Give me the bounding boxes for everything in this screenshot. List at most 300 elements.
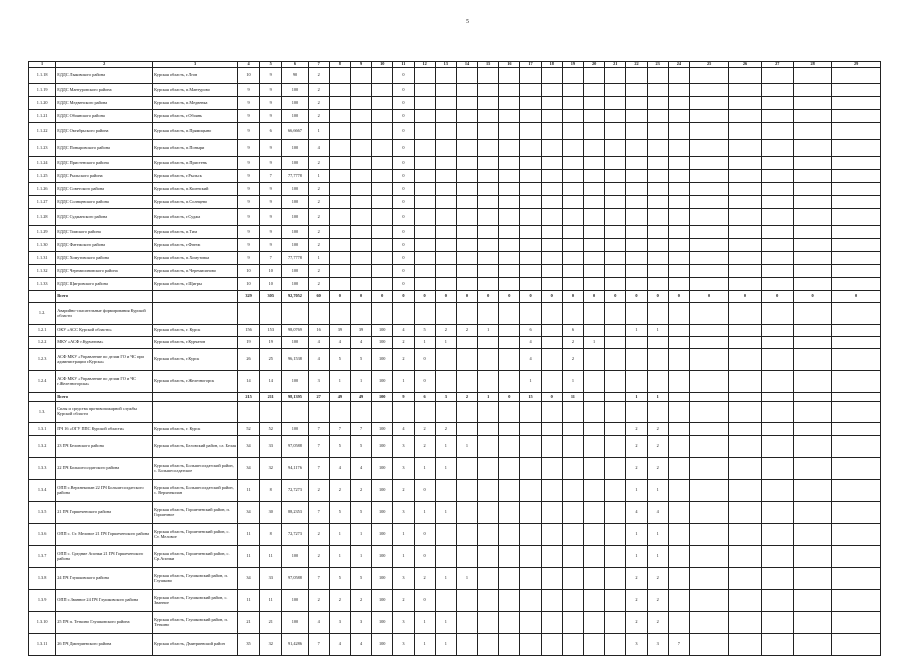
table-cell: 1 [626, 325, 647, 337]
table-cell [372, 226, 393, 239]
table-cell [605, 371, 626, 393]
table-cell [435, 265, 456, 278]
table-cell [499, 502, 520, 524]
table-cell [584, 546, 605, 568]
table-cell [541, 349, 562, 371]
table-cell: 2 [647, 590, 668, 612]
column-number: 11 [393, 62, 414, 68]
table-cell: 1 [520, 371, 541, 393]
table-cell [584, 590, 605, 612]
table-cell [520, 502, 541, 524]
table-cell: 0 [435, 291, 456, 303]
table-cell [668, 502, 689, 524]
table-cell: 35 [237, 634, 259, 656]
table-cell [668, 84, 689, 97]
table-cell [605, 325, 626, 337]
table-cell: 2 [626, 436, 647, 458]
table-cell [414, 110, 435, 123]
table-cell [793, 84, 831, 97]
table-cell [520, 278, 541, 291]
table-cell: 2 [435, 325, 456, 337]
table-cell [626, 183, 647, 196]
row-index: 1.3.2 [29, 436, 56, 458]
table-cell: 0 [393, 68, 414, 84]
table-cell [372, 140, 393, 157]
table-cell [520, 423, 541, 436]
table-cell [832, 524, 881, 546]
table-cell: 10 [237, 265, 259, 278]
table-cell [435, 97, 456, 110]
row-index: 1.3.5 [29, 502, 56, 524]
table-cell [832, 278, 881, 291]
table-cell [541, 110, 562, 123]
table-cell: 2 [393, 590, 414, 612]
table-cell: 15 [520, 393, 541, 402]
table-cell: 2 [393, 480, 414, 502]
table-cell [668, 371, 689, 393]
table-cell [499, 239, 520, 252]
table-cell [647, 402, 668, 423]
table-cell [372, 278, 393, 291]
table-cell [372, 157, 393, 170]
table-cell: 1 [393, 371, 414, 393]
unit-name: ЕДДС Щигровского района [56, 278, 153, 291]
table-cell [499, 458, 520, 480]
table-cell [729, 458, 761, 480]
table-cell: 0 [456, 291, 477, 303]
table-cell [456, 97, 477, 110]
row-index: 1.1.18 [29, 68, 56, 84]
table-cell [562, 226, 583, 239]
table-cell [499, 157, 520, 170]
table-cell [605, 436, 626, 458]
table-cell [689, 239, 728, 252]
table-cell: 100 [372, 436, 393, 458]
table-cell [499, 546, 520, 568]
table-cell [761, 196, 793, 209]
table-cell [689, 84, 728, 97]
table-cell [729, 183, 761, 196]
table-cell [832, 325, 881, 337]
table-cell: 3 [435, 393, 456, 402]
table-cell [584, 110, 605, 123]
table-cell: 30 [260, 502, 282, 524]
table-cell [689, 303, 728, 325]
table-cell: 10 [237, 68, 259, 84]
table-cell [832, 110, 881, 123]
table-cell: 0 [393, 278, 414, 291]
table-cell [729, 423, 761, 436]
table-cell [478, 634, 499, 656]
table-cell: 2 [308, 110, 329, 123]
table-cell [647, 349, 668, 371]
table-cell [562, 123, 583, 140]
unit-address: Курская область, Горшеченский район, с. Ст. Меловое [153, 524, 238, 546]
table-cell: 2 [626, 612, 647, 634]
table-cell: 4 [520, 337, 541, 349]
table-cell [605, 337, 626, 349]
table-cell [520, 634, 541, 656]
table-cell [689, 252, 728, 265]
table-cell [832, 402, 881, 423]
table-cell: 6 [520, 325, 541, 337]
table-cell [605, 196, 626, 209]
table-cell [414, 239, 435, 252]
table-cell: 0 [414, 590, 435, 612]
table-cell: 98,1395 [282, 393, 308, 402]
table-cell [372, 209, 393, 226]
table-cell [520, 524, 541, 546]
table-cell: 4 [626, 502, 647, 524]
table-cell [832, 546, 881, 568]
table-cell: 7 [260, 252, 282, 265]
column-number: 22 [626, 62, 647, 68]
table-cell: 2 [308, 97, 329, 110]
table-cell [626, 239, 647, 252]
table-cell [350, 97, 371, 110]
table-cell: 9 [237, 170, 259, 183]
table-cell: 7 [308, 458, 329, 480]
table-cell [520, 170, 541, 183]
table-cell [372, 252, 393, 265]
table-cell [761, 480, 793, 502]
table-cell: 5 [329, 568, 350, 590]
table-cell [729, 634, 761, 656]
table-cell: 3 [647, 634, 668, 656]
table-cell: 9 [260, 84, 282, 97]
table-cell [668, 252, 689, 265]
table-cell: 100 [372, 423, 393, 436]
table-cell [689, 170, 728, 183]
table-cell: 1 [456, 436, 477, 458]
table-cell [541, 252, 562, 265]
table-cell [793, 402, 831, 423]
table-cell [647, 157, 668, 170]
table-cell [793, 436, 831, 458]
table-row [29, 502, 881, 524]
table-row [29, 568, 881, 590]
table-cell [832, 303, 881, 325]
table-cell: 21 [237, 612, 259, 634]
table-cell [372, 196, 393, 209]
table-cell [541, 458, 562, 480]
table-cell [541, 84, 562, 97]
table-cell [329, 226, 350, 239]
table-cell [689, 183, 728, 196]
unit-address [153, 393, 238, 402]
unit-name: ЕДДС Суджанского района [56, 209, 153, 226]
table-cell [793, 183, 831, 196]
unit-address: Курская область, п.Медвенка [153, 97, 238, 110]
unit-address: Курская область, Глушковский район, с. Званное [153, 590, 238, 612]
table-cell: 3 [393, 436, 414, 458]
unit-address: Курская область, г.Рыльск [153, 170, 238, 183]
table-cell [562, 546, 583, 568]
table-cell: 33 [260, 568, 282, 590]
table-cell [456, 546, 477, 568]
table-cell: 0 [393, 110, 414, 123]
table-cell: 11 [237, 480, 259, 502]
table-cell: 2 [308, 480, 329, 502]
table-cell: 1 [308, 123, 329, 140]
table-cell: 9 [260, 183, 282, 196]
unit-name: 21 ПЧ Горшеченского района [56, 502, 153, 524]
unit-address: Курская область, п.Солнцево [153, 196, 238, 209]
table-cell [832, 502, 881, 524]
table-cell: 2 [350, 480, 371, 502]
table-row [29, 371, 881, 393]
row-index: 1.1.24 [29, 157, 56, 170]
table-cell [729, 140, 761, 157]
table-cell [668, 97, 689, 110]
table-cell [520, 140, 541, 157]
table-cell: 3 [626, 634, 647, 656]
table-cell [520, 157, 541, 170]
unit-name: АСФ МКУ «Управление по делам ГО и ЧС при администрации г.Курска» [56, 349, 153, 371]
unit-address: Курская область, г.Курск [153, 349, 238, 371]
table-cell [478, 458, 499, 480]
table-cell [414, 170, 435, 183]
row-index: 1.3.3 [29, 458, 56, 480]
table-cell: 2 [435, 423, 456, 436]
table-cell: 153 [260, 325, 282, 337]
table-cell [478, 252, 499, 265]
table-cell [793, 502, 831, 524]
table-cell [329, 239, 350, 252]
table-cell [668, 196, 689, 209]
table-cell [499, 612, 520, 634]
table-cell [478, 349, 499, 371]
column-number: 7 [308, 62, 329, 68]
table-cell [499, 68, 520, 84]
table-cell: 97,0588 [282, 436, 308, 458]
table-cell [668, 402, 689, 423]
table-cell [520, 458, 541, 480]
table-cell: 1 [393, 524, 414, 546]
table-cell [584, 140, 605, 157]
table-cell [689, 110, 728, 123]
table-cell [478, 183, 499, 196]
unit-name: ЕДДС Октябрьского района [56, 123, 153, 140]
table-cell [832, 97, 881, 110]
table-cell [478, 480, 499, 502]
table-cell: 9 [260, 140, 282, 157]
table-cell: 1 [414, 634, 435, 656]
table-cell [729, 170, 761, 183]
table-cell: 156 [237, 325, 259, 337]
table-cell [414, 209, 435, 226]
table-cell [729, 265, 761, 278]
table-cell: 0 [414, 371, 435, 393]
table-cell: 11 [562, 393, 583, 402]
table-cell [761, 502, 793, 524]
table-cell [478, 337, 499, 349]
table-cell [499, 209, 520, 226]
table-cell [435, 84, 456, 97]
table-cell [350, 170, 371, 183]
table-cell [456, 252, 477, 265]
unit-name: ЕДДС Рыльского района [56, 170, 153, 183]
table-cell: 2 [414, 568, 435, 590]
table-cell [626, 123, 647, 140]
table-cell [499, 265, 520, 278]
column-number: 21 [605, 62, 626, 68]
table-cell [793, 157, 831, 170]
table-cell: 211 [260, 393, 282, 402]
row-index: 1.1.21 [29, 110, 56, 123]
table-cell [761, 252, 793, 265]
table-cell [689, 209, 728, 226]
table-cell [499, 337, 520, 349]
table-cell [668, 123, 689, 140]
table-cell: 7 [308, 502, 329, 524]
table-cell [729, 252, 761, 265]
table-cell [729, 226, 761, 239]
table-cell: 1 [350, 546, 371, 568]
table-cell [793, 239, 831, 252]
table-cell [520, 252, 541, 265]
table-cell: 0 [584, 291, 605, 303]
unit-name: ОКУ «АСС Курской области» [56, 325, 153, 337]
table-cell [456, 590, 477, 612]
table-cell: 7 [668, 634, 689, 656]
table-cell [541, 97, 562, 110]
table-cell [237, 402, 259, 423]
table-cell: 0 [541, 291, 562, 303]
table-cell: 7 [308, 634, 329, 656]
table-cell: 100 [372, 371, 393, 393]
column-number: 15 [478, 62, 499, 68]
table-cell [541, 209, 562, 226]
table-row [29, 524, 881, 546]
table-cell [435, 170, 456, 183]
table-cell [668, 480, 689, 502]
table-cell: 2 [308, 524, 329, 546]
table-cell: 1 [647, 546, 668, 568]
table-cell: 1 [435, 458, 456, 480]
table-cell: 3 [308, 371, 329, 393]
table-cell [520, 402, 541, 423]
table-cell [562, 590, 583, 612]
table-cell [761, 68, 793, 84]
table-cell: 3 [393, 458, 414, 480]
table-cell: 11 [237, 524, 259, 546]
table-cell: 0 [414, 524, 435, 546]
table-cell [626, 196, 647, 209]
table-cell: 100 [282, 84, 308, 97]
unit-address: Курская область, г.Фатеж [153, 239, 238, 252]
table-cell: 1 [478, 325, 499, 337]
table-cell: 3 [329, 612, 350, 634]
table-cell [520, 226, 541, 239]
table-cell: 100 [282, 183, 308, 196]
unit-address: Курская область, п.Прямицыно [153, 123, 238, 140]
table-cell: 0 [393, 196, 414, 209]
table-cell [605, 480, 626, 502]
table-cell [350, 278, 371, 291]
table-cell: 9 [237, 183, 259, 196]
table-cell [541, 303, 562, 325]
table-cell: 4 [308, 349, 329, 371]
table-cell [647, 97, 668, 110]
table-cell: 2 [626, 423, 647, 436]
table-cell: 0 [729, 291, 761, 303]
table-cell [435, 480, 456, 502]
table-cell [499, 402, 520, 423]
row-index [29, 291, 56, 303]
table-cell [237, 303, 259, 325]
table-cell [689, 278, 728, 291]
table-cell [832, 140, 881, 157]
table-cell [260, 303, 282, 325]
table-cell: 100 [372, 502, 393, 524]
table-cell [435, 402, 456, 423]
table-cell [761, 590, 793, 612]
table-cell: 0 [478, 291, 499, 303]
table-cell [520, 110, 541, 123]
row-index: 1.2.2 [29, 337, 56, 349]
table-cell [832, 337, 881, 349]
unit-name: ОПП с. Ст. Меловое 21 ПЧ Горшеченского района [56, 524, 153, 546]
table-cell [761, 458, 793, 480]
table-cell [584, 349, 605, 371]
table-cell: 0 [626, 291, 647, 303]
column-number: 16 [499, 62, 520, 68]
table-cell [626, 170, 647, 183]
table-cell [541, 524, 562, 546]
row-index: 1.3.10 [29, 612, 56, 634]
table-cell [520, 590, 541, 612]
table-cell [729, 524, 761, 546]
unit-name: ЕДДС Солнцевского района [56, 196, 153, 209]
table-cell [605, 402, 626, 423]
table-cell [605, 140, 626, 157]
table-cell: 1 [435, 436, 456, 458]
unit-name: ЕДДС Лыковского района [56, 68, 153, 84]
table-row [29, 140, 881, 157]
table-cell [456, 524, 477, 546]
table-cell [329, 209, 350, 226]
table-cell [435, 303, 456, 325]
table-row [29, 265, 881, 278]
table-cell: 100 [282, 239, 308, 252]
table-cell [793, 371, 831, 393]
table-cell [761, 402, 793, 423]
unit-address: Курская область, п.Пристень [153, 157, 238, 170]
table-cell: 0 [414, 291, 435, 303]
unit-address: Курская область, Большесолдатский район, с. Верхнекопан [153, 480, 238, 502]
table-cell: 2 [308, 278, 329, 291]
table-cell [478, 371, 499, 393]
table-cell [372, 84, 393, 97]
table-cell [793, 393, 831, 402]
table-cell [456, 196, 477, 209]
table-cell [626, 140, 647, 157]
table-cell [520, 436, 541, 458]
table-cell [832, 209, 881, 226]
table-cell [350, 265, 371, 278]
unit-name: 26 ПЧ Дмитриевского района [56, 634, 153, 656]
table-cell [520, 303, 541, 325]
table-cell: 0 [668, 291, 689, 303]
table-cell [626, 209, 647, 226]
table-cell [793, 97, 831, 110]
table-cell: 0 [689, 291, 728, 303]
table-cell [435, 226, 456, 239]
table-cell [456, 349, 477, 371]
table-cell [584, 239, 605, 252]
table-cell [541, 502, 562, 524]
